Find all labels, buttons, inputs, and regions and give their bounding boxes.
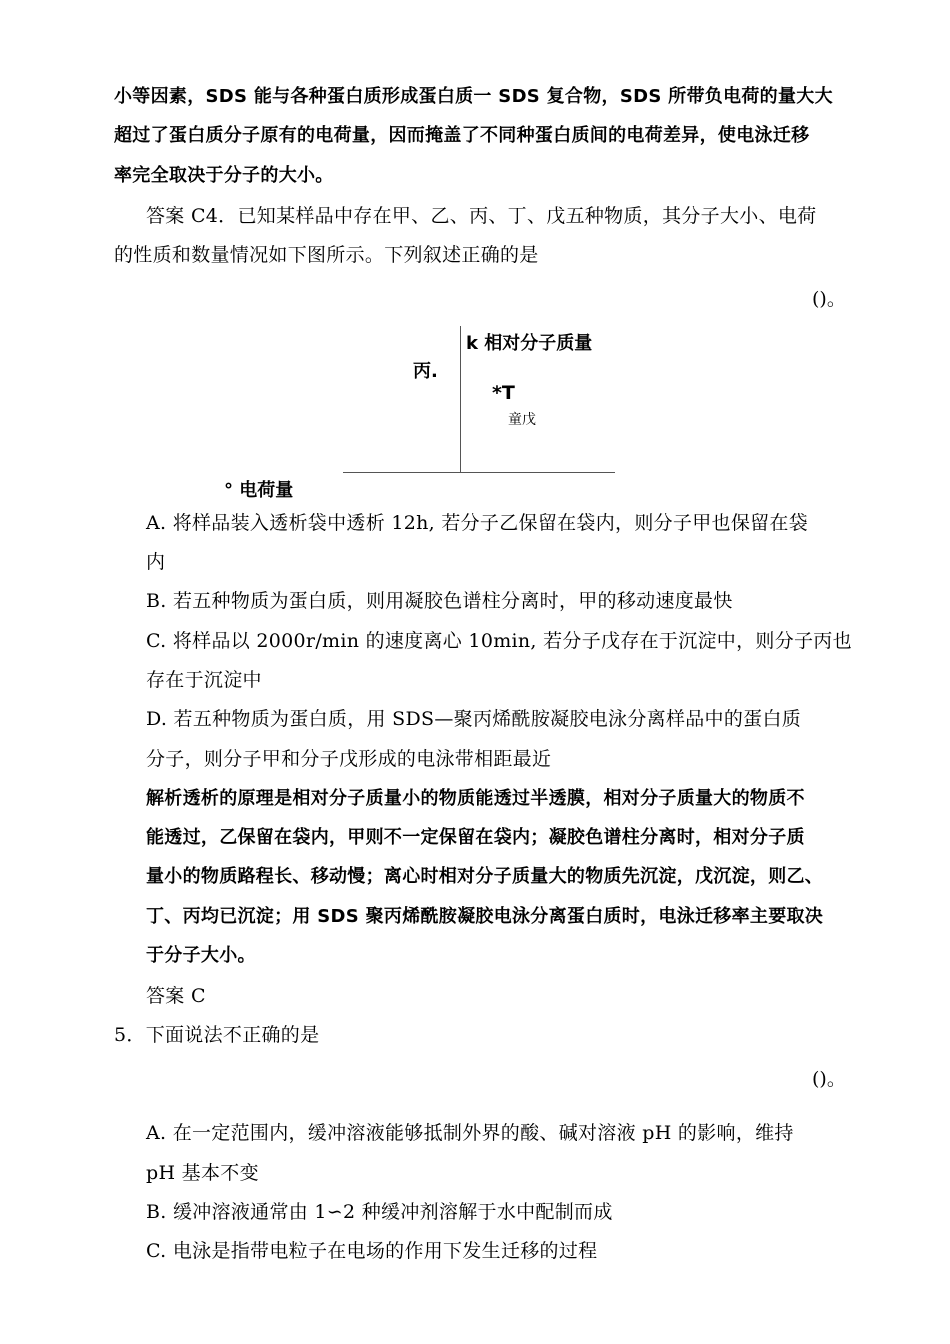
option-a-continued: 内 [146, 551, 166, 573]
option-c: C. 将样品以 2000r/min 的速度离心 10min, 若分子戊存在于沉淀中，则分子丙也 [146, 630, 852, 652]
analysis-line: 能透过，乙保留在袋内，甲则不一定保留在袋内；凝胶色谱柱分离时，相对分子质 [146, 827, 805, 848]
x-axis-label: ° 电荷量 [224, 480, 294, 501]
option-b: B. 若五种物质为蛋白质，则用凝胶色谱柱分离时，甲的移动速度最快 [146, 590, 733, 612]
paragraph-line: 小等因素，SDS 能与各种蛋白质形成蛋白质一 SDS 复合物，SDS 所带负电荷的量大大 [114, 86, 833, 107]
paragraph-line: 超过了蛋白质分子原有的电荷量，因而掩盖了不同种蛋白质间的电荷差异，使电泳迁移 [114, 125, 810, 146]
question-4-stem: 的性质和数量情况如下图所示。下列叙述正确的是 [114, 244, 539, 266]
option-c-continued: 存在于沉淀中 [146, 669, 262, 691]
analysis-line: 于分子大小。 [146, 945, 256, 966]
y-axis-label: k 相对分子质量 [466, 333, 593, 354]
question-4-stem: 答案 C4．已知某样品中存在甲、乙、丙、丁、戊五种物质，其分子大小、电荷 [146, 205, 817, 227]
option-a: A. 在一定范围内，缓冲溶液能够抵制外界的酸、碱对溶液 pH 的影响，维持 [146, 1122, 794, 1144]
option-d-continued: 分子，则分子甲和分子戊形成的电泳带相距最近 [146, 748, 552, 770]
answer: 答案 C [146, 985, 206, 1007]
x-axis-line [343, 472, 615, 473]
question-5-stem: 5．下面说法不正确的是 [114, 1024, 320, 1046]
point-label-bing: 丙. [413, 361, 438, 382]
point-label-t: *T [492, 382, 515, 404]
option-b: B. 缓冲溶液通常由 1∽2 种缓冲剂溶解于水中配制而成 [146, 1201, 613, 1223]
analysis-line: 解析透析的原理是相对分子质量小的物质能透过半透膜，相对分子质量大的物质不 [146, 788, 805, 809]
option-c: C. 电泳是指带电粒子在电场的作用下发生迁移的过程 [146, 1240, 598, 1262]
point-label-tongwu: 童戊 [508, 412, 536, 428]
paragraph-line: 率完全取决于分子的大小。 [114, 165, 334, 186]
analysis-line: 量小的物质路程长、移动慢；离心时相对分子质量大的物质先沉淀，戊沉淀，则乙、 [146, 866, 824, 887]
option-d: D. 若五种物质为蛋白质，用 SDS—聚丙烯酰胺凝胶电泳分离样品中的蛋白质 [146, 708, 802, 730]
option-a-continued: pH 基本不变 [146, 1162, 259, 1184]
answer-blank: ()。 [812, 1068, 846, 1090]
option-a: A. 将样品装入透析袋中透析 12h, 若分子乙保留在袋内，则分子甲也保留在袋 [146, 512, 809, 534]
answer-blank: ()。 [812, 288, 846, 310]
y-axis-line [460, 326, 461, 473]
analysis-line: 丁、丙均已沉淀；用 SDS 聚丙烯酰胺凝胶电泳分离蛋白质时，电泳迁移率主要取决 [146, 906, 824, 927]
